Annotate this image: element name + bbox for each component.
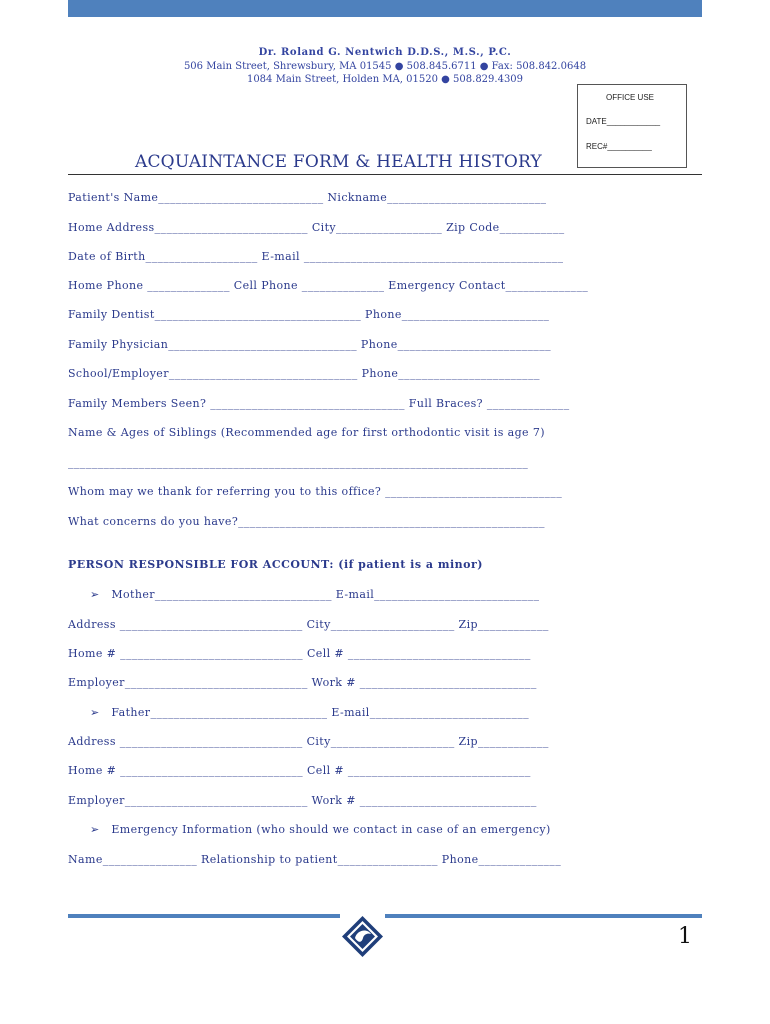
- father-line[interactable]: Father______________________________ E-mail___________________________: [111, 706, 530, 719]
- emergency-row: [90, 823, 551, 836]
- office-use-title: OFFICE USE: [606, 93, 655, 102]
- siblings-label: Name & Ages of Siblings (Recommended age for first orthodontic visit is age 7): [68, 426, 545, 439]
- school-employer-line[interactable]: School/Employer________________________________ Phone________________________: [68, 367, 540, 380]
- phone-contact-line[interactable]: Home Phone ______________ Cell Phone ______________ Emergency Contact______________: [68, 279, 589, 292]
- office-date-field[interactable]: DATE____________: [586, 117, 661, 126]
- title-divider: [68, 174, 702, 175]
- top-accent-bar: [68, 0, 702, 17]
- mother-employer-line[interactable]: Employer_______________________________ Work # ______________________________: [68, 676, 537, 689]
- family-physician-line[interactable]: Family Physician________________________________ Phone__________________________: [68, 338, 552, 351]
- page-number: 1: [678, 924, 692, 949]
- emergency-label: Emergency Information (who should we contact in case of an emergency): [111, 823, 551, 836]
- mother-row[interactable]: [90, 588, 539, 601]
- doctor-name: Dr. Roland G. Nentwich D.D.S., M.S., P.C.: [258, 47, 512, 58]
- responsible-party-heading: PERSON RESPONSIBLE FOR ACCOUNT: (if patient is a minor): [68, 558, 483, 571]
- address-line-1: 506 Main Street, Shrewsbury, MA 01545 ● 508.845.6711 ● Fax: 508.842.0648: [183, 61, 587, 72]
- bullet-arrow-icon: ➢: [90, 823, 100, 836]
- bullet-arrow-icon: ➢: [90, 706, 100, 719]
- patient-name-line[interactable]: Patient's Name____________________________ Nickname___________________________: [68, 191, 547, 204]
- father-address-line[interactable]: Address _______________________________ City_____________________ Zip____________: [68, 735, 549, 748]
- family-dentist-line[interactable]: Family Dentist___________________________________ Phone_________________________: [68, 308, 550, 321]
- father-row[interactable]: [90, 706, 529, 719]
- mother-home-line[interactable]: Home # _______________________________ Cell # _______________________________: [68, 647, 531, 660]
- office-rec-field[interactable]: REC#__________: [586, 142, 652, 151]
- emergency-details-line[interactable]: Name________________ Relationship to patient_________________ Phone______________: [68, 853, 562, 866]
- mother-address-line[interactable]: Address _______________________________ City_____________________ Zip____________: [68, 618, 549, 631]
- address-line-2: 1084 Main Street, Holden MA, 01520 ● 508.829.4309: [246, 74, 524, 85]
- referral-line[interactable]: Whom may we thank for referring you to this office? ______________________________: [68, 485, 563, 498]
- office-use-box: [577, 84, 687, 168]
- home-address-line[interactable]: Home Address__________________________ City__________________ Zip Code___________: [68, 221, 565, 234]
- siblings-blank-line[interactable]: ______________________________________________________________________________: [68, 456, 529, 469]
- footer-bar-left: [68, 914, 340, 918]
- dob-email-line[interactable]: Date of Birth___________________ E-mail ____________________________________________: [68, 250, 564, 263]
- mother-line[interactable]: Mother______________________________ E-mail____________________________: [111, 588, 540, 601]
- form-title: ACQUAINTANCE FORM & HEALTH HISTORY: [135, 152, 542, 172]
- bullet-arrow-icon: ➢: [90, 588, 100, 601]
- father-home-line[interactable]: Home # _______________________________ Cell # _______________________________: [68, 764, 531, 777]
- family-members-line[interactable]: Family Members Seen? _________________________________ Full Braces? ______________: [68, 397, 570, 410]
- father-employer-line[interactable]: Employer_______________________________ Work # ______________________________: [68, 794, 537, 807]
- practice-logo-icon: [340, 914, 385, 963]
- concerns-line[interactable]: What concerns do you have?____________________________________________________: [68, 515, 545, 528]
- footer-bar-right: [385, 914, 702, 918]
